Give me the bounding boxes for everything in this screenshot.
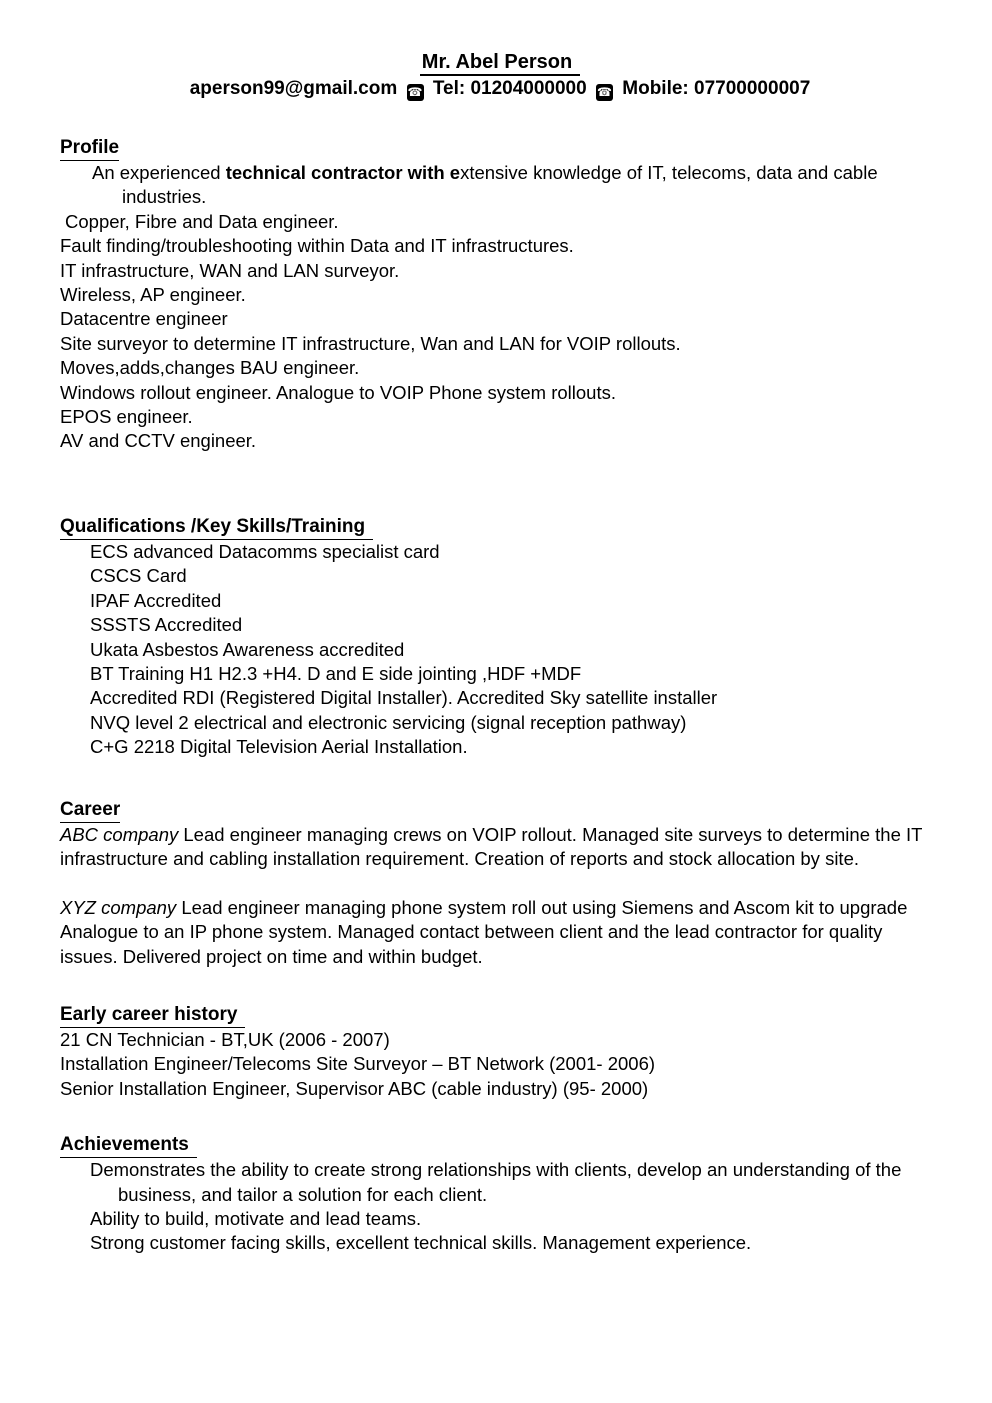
qualification-item: NVQ level 2 electrical and electronic servicing (signal reception pathway) bbox=[90, 711, 687, 733]
career-job bbox=[60, 823, 940, 872]
profile-line: Site surveyor to determine IT infrastructure, Wan and LAN for VOIP rollouts. bbox=[60, 332, 681, 354]
contact-line bbox=[60, 76, 940, 101]
section-qualifications bbox=[60, 514, 940, 760]
phone-icon: ☎ bbox=[407, 85, 423, 99]
early-career-line: Senior Installation Engineer, Supervisor ABC (cable industry) (95- 2000) bbox=[60, 1077, 649, 1099]
qualification-item: CSCS Card bbox=[90, 565, 187, 587]
profile-line: IT infrastructure, WAN and LAN surveyor. bbox=[60, 259, 400, 281]
early-career-line: 21 CN Technician - BT,UK (2006 - 2007) bbox=[60, 1028, 390, 1050]
job-description: Lead engineer managing phone system roll out using Siemens and Ascom kit to upgrade Analogue to an IP phone system. Managed contact between client and the lead contractor for quality issues. Delivered project on time and within budget. bbox=[60, 896, 908, 967]
company-name: ABC company bbox=[60, 823, 179, 845]
profile-line: Copper, Fibre and Data engineer. bbox=[65, 210, 339, 232]
career-heading: Career bbox=[60, 797, 120, 823]
profile-line: Wireless, AP engineer. bbox=[60, 284, 246, 306]
achievement-item: Demonstrates the ability to create strong relationships with clients, develop an understanding of the business, and tailor a solution for each client. bbox=[90, 1159, 902, 1205]
profile-heading: Profile bbox=[60, 135, 119, 161]
profile-intro-prefix: An experienced bbox=[92, 162, 226, 183]
person-name: Mr. Abel Person bbox=[420, 51, 580, 76]
early-career-line: Installation Engineer/Telecoms Site Surveyor – BT Network (2001- 2006) bbox=[60, 1053, 656, 1075]
section-career bbox=[60, 797, 940, 969]
career-job bbox=[60, 896, 940, 969]
phone-icon: ☎ bbox=[597, 85, 612, 99]
achievement-item: Ability to build, motivate and lead teams. bbox=[90, 1207, 422, 1229]
mobile-text: Mobile: 07700000007 bbox=[622, 78, 811, 99]
profile-intro-bold: technical contractor with e bbox=[225, 162, 461, 183]
qualification-item: C+G 2218 Digital Television Aerial Installation. bbox=[90, 736, 468, 758]
section-achievements bbox=[60, 1132, 940, 1256]
qualifications-heading: Qualifications /Key Skills/Training bbox=[60, 514, 373, 540]
qualification-item: ECS advanced Datacomms specialist card bbox=[90, 540, 440, 562]
section-early-career bbox=[60, 1002, 940, 1101]
job-description: Lead engineer managing crews on VOIP rollout. Managed site surveys to determine the IT infrastructure and cabling installation requirement. Creation of reports and stock allocation by site. bbox=[60, 823, 923, 869]
early-career-heading: Early career history bbox=[60, 1002, 245, 1028]
profile-line: AV and CCTV engineer. bbox=[60, 430, 257, 452]
qualification-item: Accredited RDI (Registered Digital Installer). Accredited Sky satellite installer bbox=[90, 687, 718, 709]
qualification-item: IPAF Accredited bbox=[90, 589, 222, 611]
profile-line: Datacentre engineer bbox=[60, 308, 228, 330]
achievements-heading: Achievements bbox=[60, 1132, 197, 1158]
tel-text: Tel: 01204000000 bbox=[432, 78, 587, 99]
qualification-item: Ukata Asbestos Awareness accredited bbox=[90, 638, 405, 660]
qualification-item: BT Training H1 H2.3 +H4. D and E side jointing ,HDF +MDF bbox=[90, 662, 582, 684]
document-header bbox=[60, 50, 940, 74]
profile-line: Fault finding/troubleshooting within Data and IT infrastructures. bbox=[60, 235, 574, 257]
profile-intro bbox=[60, 161, 940, 210]
profile-line: Moves,adds,changes BAU engineer. bbox=[60, 357, 360, 379]
profile-line: Windows rollout engineer. Analogue to VOIP Phone system rollouts. bbox=[60, 381, 617, 403]
section-profile bbox=[60, 135, 940, 454]
email-text: aperson99@gmail.com bbox=[189, 78, 398, 99]
qualification-item: SSSTS Accredited bbox=[90, 614, 243, 636]
achievement-item: Strong customer facing skills, excellent technical skills. Management experience. bbox=[90, 1232, 752, 1254]
profile-line: EPOS engineer. bbox=[60, 406, 193, 428]
profile-intro-rest: xtensive knowledge of IT, telecoms, data and cable industries. bbox=[122, 162, 878, 208]
company-name: XYZ company bbox=[60, 896, 177, 918]
